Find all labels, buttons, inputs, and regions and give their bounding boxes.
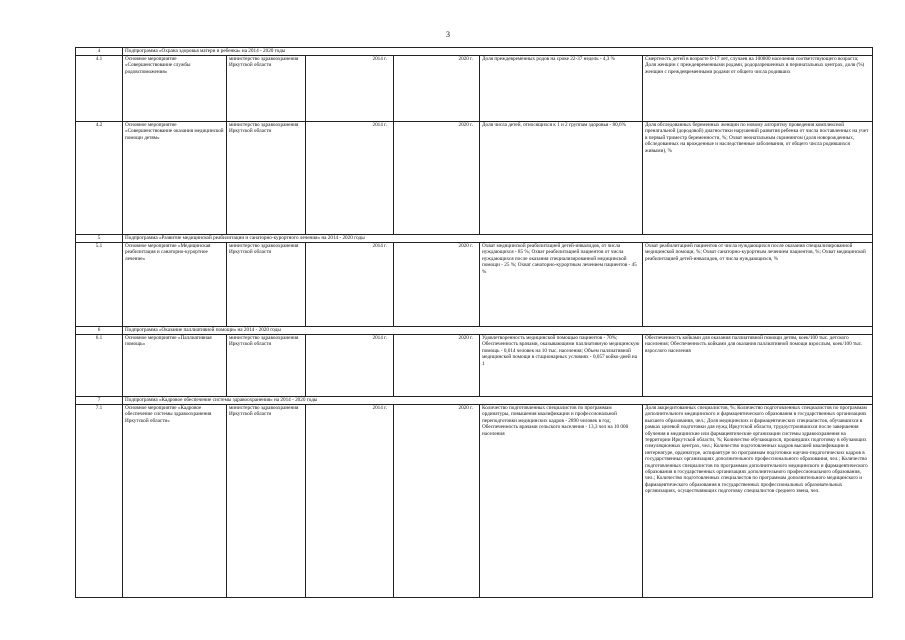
item-number: 7.1 [76,405,123,598]
table-row [76,56,873,122]
page-number: 3 [446,30,450,39]
executor-cell: министерство здравоохранения Иркутской области [227,56,306,122]
event-cell: Основное мероприятие «Кадровое обеспечение системы здравоохранения Иркутской области» [123,405,227,598]
table-row [76,122,873,235]
indicators-cell: Доля обследованных беременных женщин по новому алгоритму проведения комплексной пренатальной (дородовой) диагностики нарушений развития ребенка от числа поставленных на учет в первый триместр беременности, %; Охват неонатальным скринингом (доля новорожденных, обследованных на врожденные и наследственные заболевания, от общего числа родившихся живыми), % [643,122,873,235]
executor-cell: министерство здравоохранения Иркутской области [227,335,306,397]
section-row [76,327,873,335]
table-row [76,335,873,397]
section-number: 7 [76,397,123,405]
end-year-cell: 2020 г. [394,335,480,397]
table-row [76,243,873,327]
item-number: 6.1 [76,335,123,397]
start-year-cell: 2014 г. [306,56,394,122]
section-row [76,48,873,56]
end-year-cell: 2020 г. [394,122,480,235]
executor-cell: министерство здравоохранения Иркутской области [227,122,306,235]
start-year-cell: 2014 г. [306,335,394,397]
item-number: 4.1 [76,56,123,122]
section-title: Подпрограмма «Оказание паллиативной помощи» на 2014 - 2020 годы [123,327,873,335]
item-number: 4.2 [76,122,123,235]
section-number: 4 [76,48,123,56]
start-year-cell: 2014 г. [306,405,394,598]
end-year-cell: 2020 г. [394,56,480,122]
result-cell: Доля числа детей, относящихся к 1 и 2 группам здоровья - 80,6% [480,122,643,235]
start-year-cell: 2014 г. [306,122,394,235]
program-table [75,47,873,598]
section-title: Подпрограмма «Развитие медицинской реабилитации и санаторно-курортного лечения» на 2014 - 2020 годы [123,235,873,243]
section-title: Подпрограмма «Кадровое обеспечение системы здравоохранения» на 2014 - 2020 годы [123,397,873,405]
section-number: 5 [76,235,123,243]
indicators-cell: Смертность детей в возрасте 0-17 лет, случаев на 100000 населения соответствующего возраста; Доля женщин с преждевременными родами, родоразрешенных в перинатальных центрах, доля (%) женщин с преждевременными родами от общего числа родивших [643,56,873,122]
section-title: Подпрограмма «Охрана здоровья матери и ребенка» на 2014 - 2020 годы [123,48,873,56]
end-year-cell: 2020 г. [394,405,480,598]
indicators-cell: Доля аккредитованных специалистов, %; Количество подготовленных специалистов по программам дополнительного медицинского и фармацевтического образования в государственных организациях высшего образования, чел.; Доля медицинских и фармацевтических специалистов, обучавшихся в рамках целевой подготовки для нужд Иркутской области, трудоустроившихся после завершения обучения в медицинские или фармацевтические организации системы здравоохранения на территории Иркутской области, %; Количество обучающихся, прошедших подготовку в обучающих симуляционных центрах, чел.; Количество подготовленных кадров высшей квалификации в интернатуре, ординатуре, аспирантуре по программам подготовки научно-педагогических кадров в государственных организациях дополнительного профессионального образования, чел.; Количество подготовленных специалистов по программам дополнительного медицинского и фармацевтического образования в государственных организациях дополнительного профессионального образования, чел.; Количество подготовленных специалистов по программам дополнительного медицинского и фармацевтического образования в государственных профессиональных образовательных организациях, осуществляющих подготовку специалистов среднего звена, чел. [643,405,873,598]
start-year-cell: 2014 г. [306,243,394,327]
indicators-cell: Охват реабилитацией пациентов от числа нуждающихся после оказания специализированной медицинской помощи, %; Охват санаторно-курортным лечением пациентов, %; Охват медицинской реабилитацией детей-инвалидов, от числа нуждающихся, % [643,243,873,327]
executor-cell: министерство здравоохранения Иркутской области [227,243,306,327]
event-cell: Основное мероприятие «Совершенствование оказания медицинской помощи детям» [123,122,227,235]
end-year-cell: 2020 г. [394,243,480,327]
section-number: 6 [76,327,123,335]
executor-cell: министерство здравоохранения Иркутской области [227,405,306,598]
section-row [76,235,873,243]
table-row [76,405,873,598]
result-cell: Доля преждевременных родов на сроке 22-37 недель - 4,3 % [480,56,643,122]
event-cell: Основное мероприятие «Паллиативная помощь» [123,335,227,397]
event-cell: Основное мероприятие «Медицинская реабилитация и санаторно-курортное лечение» [123,243,227,327]
indicators-cell: Обеспеченность койками для оказания паллиативной помощи детям, коек/100 тыс. детского населения; Обеспеченность койками для оказания паллиативной помощи взрослым, коек/100 тыс. взрослого населения [643,335,873,397]
result-cell: Удовлетворенность медицинской помощью пациентов - 70%; Обеспеченность врачами, оказывающими паллиативную медицинскую помощь - 0,014 человек на 10 тыс. населения; Объем паллиативной медицинской помощи в стационарных условиях - 0,057 койко-дней на 1 [480,335,643,397]
result-cell: Охват медицинской реабилитацией детей-инвалидов, от числа нуждающихся - 85 %; Охват реабилитацией пациентов от числа нуждающихся после оказания специализированной медицинской помощи - 25 %; Охват санаторно-курортным лечением пациентов - 45 % [480,243,643,327]
section-row [76,397,873,405]
item-number: 5.1 [76,243,123,327]
event-cell: Основное мероприятие «Совершенствование службы родовспоможения» [123,56,227,122]
result-cell: Количество подготовленных специалистов по программам ординатуры, повышения квалификации и профессиональной переподготовки медицинских кадров - 2890 человек в год; Обеспеченность врачами сельского населения - 13,3 чел на 10 000 населения [480,405,643,598]
